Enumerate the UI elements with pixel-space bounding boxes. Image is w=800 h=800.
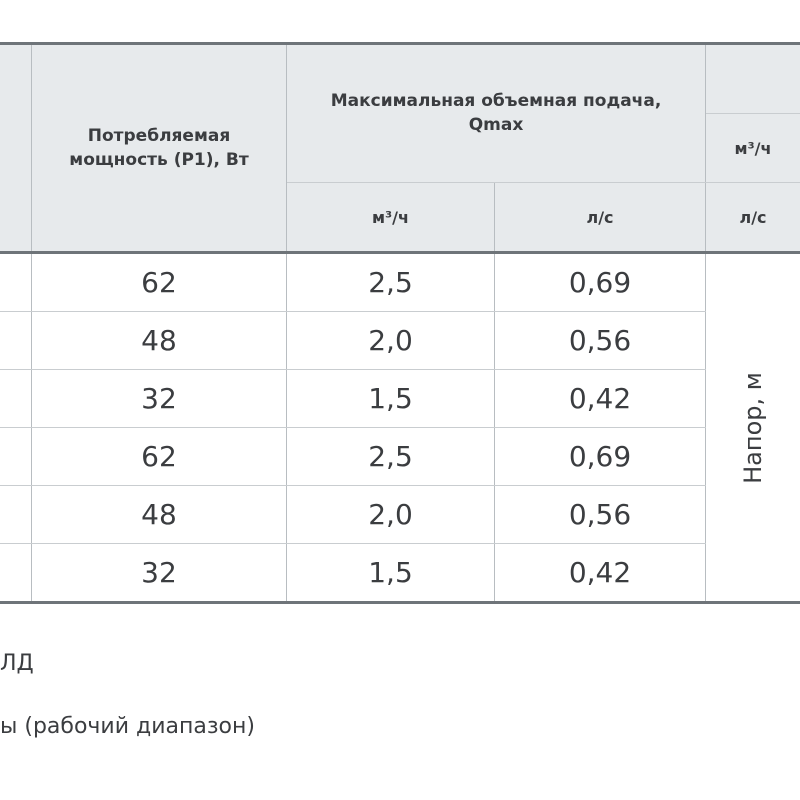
header-power-cell — [32, 44, 286, 251]
flow-column-title: Максимальная объемная подача, Qmax — [330, 91, 662, 135]
grid-hline — [0, 311, 706, 312]
table-row-1-m3h: 2,5 — [368, 266, 413, 299]
flow-unit-ls: л/с — [586, 207, 614, 227]
table-row-4-m3h: 2,5 — [368, 440, 413, 473]
table-row-3-ls: 0,42 — [568, 382, 632, 415]
header-left-cell — [0, 44, 31, 251]
grid-vline — [705, 44, 706, 602]
table-row-6-m3h: 1,5 — [368, 556, 413, 589]
right-unit-ls: л/с — [739, 207, 767, 227]
grid-hline — [287, 182, 800, 183]
table-row-1-power: 62 — [141, 266, 177, 299]
footnote-line-2: ы (рабочий диапазон) — [0, 714, 255, 739]
table-row-5-ls: 0,56 — [568, 498, 632, 531]
table-bottom-border — [0, 601, 800, 604]
table-row-3-power: 32 — [141, 382, 177, 415]
table-row-3-m3h: 1,5 — [368, 382, 413, 415]
grid-hline — [0, 369, 706, 370]
header-bottom-border — [0, 251, 800, 254]
header-flow-cell — [287, 44, 705, 182]
table-row-4-ls: 0,69 — [568, 440, 632, 473]
table-row-2-ls: 0,56 — [568, 324, 632, 357]
grid-hline — [0, 485, 706, 486]
table-row-4-power: 62 — [141, 440, 177, 473]
power-column-title: Потребляемая мощность (Р1), Вт — [69, 125, 249, 170]
grid-hline — [0, 427, 706, 428]
table-row-1-ls: 0,69 — [568, 266, 632, 299]
grid-vline — [494, 183, 495, 602]
grid-vline — [286, 44, 287, 602]
table-row-2-power: 48 — [141, 324, 177, 357]
header-right-top-cell — [706, 44, 800, 113]
table-row-5-m3h: 2,0 — [368, 498, 413, 531]
table-row-6-ls: 0,42 — [568, 556, 632, 589]
table-row-5-power: 48 — [141, 498, 177, 531]
grid-vline — [31, 44, 32, 602]
header-right-unit-ls-cell — [706, 183, 800, 251]
table-row-6-power: 32 — [141, 556, 177, 589]
header-unit-ls-cell — [495, 183, 705, 251]
head-vertical-label: Напор, м — [739, 372, 768, 484]
header-right-unit-m3h-cell — [706, 114, 800, 182]
footnote-line-1: ЛД — [0, 651, 34, 676]
table-row-2-m3h: 2,0 — [368, 324, 413, 357]
grid-hline — [0, 543, 706, 544]
grid-hline — [706, 113, 800, 114]
flow-unit-m3h: м³/ч — [372, 207, 409, 227]
table-top-border — [0, 42, 800, 45]
right-unit-m3h: м³/ч — [734, 138, 772, 158]
header-unit-m3h-cell — [287, 183, 494, 251]
